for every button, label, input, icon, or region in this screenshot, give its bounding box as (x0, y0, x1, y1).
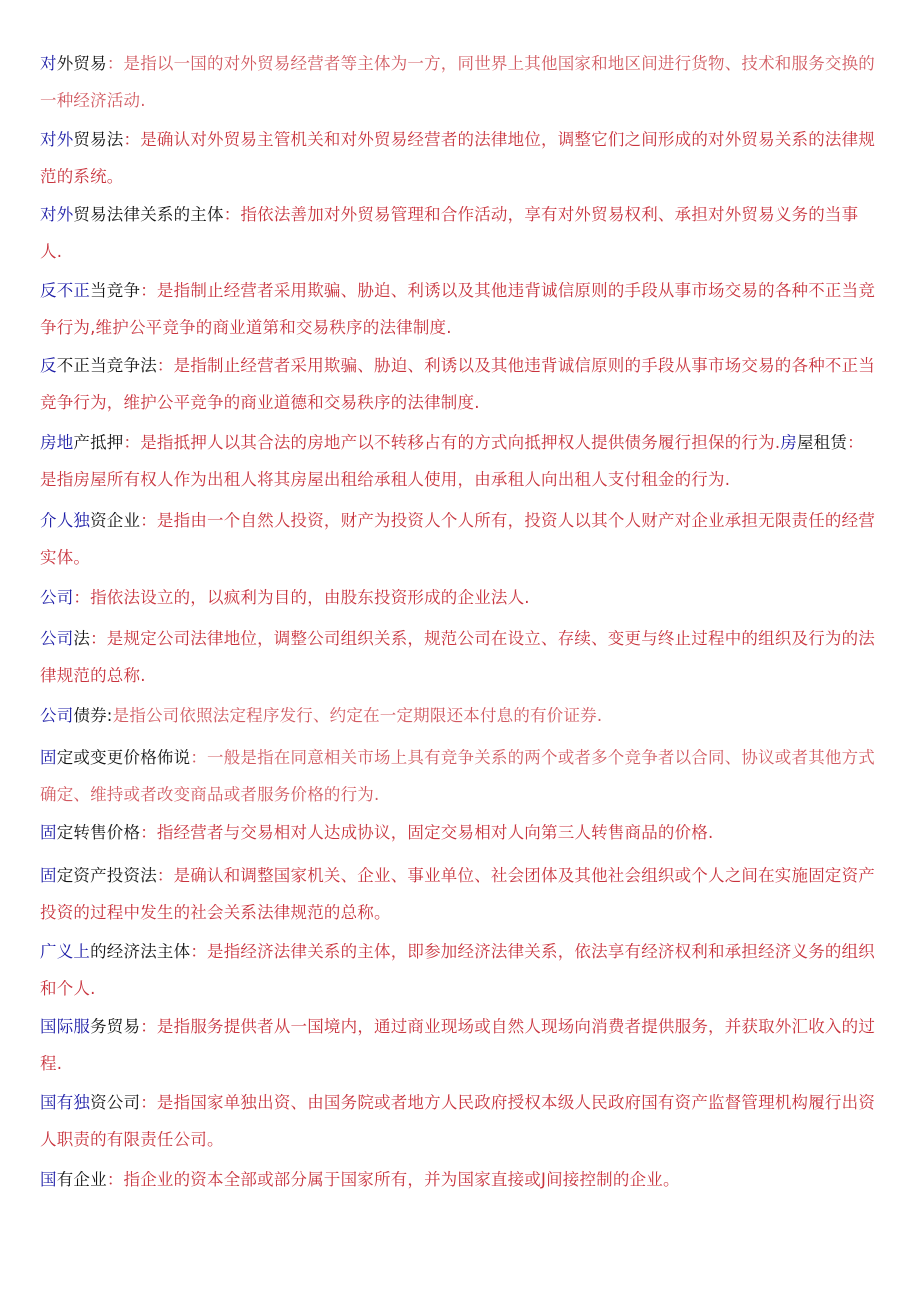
term-highlight: 反不正 (40, 281, 91, 300)
term-highlight: 对外 (40, 130, 74, 149)
definition: ：是指制止经营者采用欺骗、胁迫、利诱以及其他违背诚信原则的手段从事市场交易的各种不正当竞争行为,维护公平竞争的商业道第和交易秩序的法律制度. (40, 281, 876, 337)
entry-foreign-trade (40, 45, 876, 119)
term-highlight: 对外 (40, 205, 74, 224)
entry-foreign-trade-subject (40, 196, 876, 270)
term-highlight: 房地 (40, 433, 74, 452)
entry-price-fixing (40, 739, 876, 813)
term-rest: 务贸易 (90, 1017, 141, 1036)
term-highlight-2: 房 (780, 433, 797, 452)
entry-resale-price (40, 817, 876, 849)
term-highlight: 介人独 (40, 511, 91, 530)
definition: ：是指以一国的对外贸易经营者等主体为一方，同世界上其他国家和地区间进行货物、技术和服务交换的一种经济活动. (40, 54, 876, 110)
term-rest: 当竞争 (90, 281, 141, 300)
entry-unfair-competition-law (40, 347, 876, 421)
term-rest-2: 屋租赁 (796, 433, 848, 452)
term-rest: 外贸易 (56, 54, 107, 73)
term-rest: 定转售价格 (56, 823, 141, 842)
definition: ：是指服务提供者从一国境内，通过商业现场或自然人现场向消费者提供服务，并获取外汇收入的过程. (40, 1017, 876, 1073)
definition: ：指依法设立的，以疯利为目的，由股东投资形成的企业法人. (73, 588, 530, 607)
term-rest: 资公司 (90, 1093, 141, 1112)
entry-sole-proprietorship (40, 502, 876, 576)
entry-state-owned-enterprise (40, 1164, 876, 1196)
entry-company-law (40, 620, 876, 694)
entry-fixed-asset-investment-law (40, 857, 876, 931)
definition-2: ：是指房屋所有权人作为出租人将其房屋出租给承租人使用，由承租人向出租人支付租金的行为. (40, 433, 864, 489)
definition: ：是指抵押人以其合法的房地产以不转移占有的方式向抵押权人提供债务履行担保的行为. (123, 433, 781, 452)
term-highlight: 固 (40, 866, 57, 885)
entry-wholly-state-owned-company (40, 1084, 876, 1158)
definition: ：是确认和调整国家机关、企业、事业单位、社会团体及其他社会组织或个人之间在实施固定资产投资的过程中发生的社会关系法律规范的总称。 (40, 866, 876, 922)
definition: ：是指制止经营者采用欺骗、胁迫、利诱以及其他违背诚信原则的手段从事市场交易的各种不正当竞争行为，维护公平竞争的商业道德和交易秩序的法律制度. (40, 356, 876, 412)
term-rest: 债券: (73, 706, 113, 725)
term-highlight: 国 (40, 1170, 57, 1189)
term-rest: 贸易法律关系的主体 (73, 205, 224, 224)
term-rest: 定资产投资法 (56, 866, 157, 885)
entry-real-estate-mortgage (40, 424, 876, 498)
term-rest: 有企业 (56, 1170, 107, 1189)
definition: ：是规定公司法律地位，调整公司组织关系，规范公司在设立、存续、变更与终止过程中的组织及行为的法律规范的总称. (40, 629, 876, 685)
term-highlight: 固 (40, 748, 57, 767)
term-rest: 的经济法主体 (90, 942, 191, 961)
definition: ：是指国家单独出资、由国务院或者地方人民政府授权本级人民政府国有资产监督管理机构履行出资人职责的有限责任公司。 (40, 1093, 876, 1149)
term-highlight: 反 (40, 356, 57, 375)
term-highlight: 公司 (40, 706, 74, 725)
definition: ：指企业的资本全部或部分属于国家所有，并为国家直接或J间接控制的企业。 (106, 1170, 680, 1189)
term-highlight: 对 (40, 54, 57, 73)
entry-company (40, 582, 876, 614)
definition: ：一般是指在同意相关市场上具有竞争关系的两个或者多个竞争者以合同、协议或者其他方式确定、维持或者改变商品或者服务价格的行为. (40, 748, 876, 804)
term-rest: 不正当竞争法 (56, 356, 157, 375)
term-highlight: 国有独 (40, 1093, 91, 1112)
definition: ：是确认对外贸易主管机关和对外贸易经营者的法律地位，调整它们之间形成的对外贸易关系的法律规范的系统。 (40, 130, 876, 186)
entry-foreign-trade-law (40, 121, 876, 195)
term-rest: 贸易法 (73, 130, 124, 149)
term-highlight: 公司 (40, 629, 74, 648)
definition: ：指依法善加对外贸易管理和合作活动，享有对外贸易权利、承担对外贸易义务的当事人. (40, 205, 859, 261)
entry-corporate-bonds (40, 700, 876, 732)
term-highlight: 国际服 (40, 1017, 91, 1036)
definition: ：是指经济法律关系的主体，即参加经济法律关系，依法享有经济权利和承担经济义务的组织和个人. (40, 942, 876, 998)
term-highlight: 广义上 (40, 942, 91, 961)
term-rest: 定或变更价格佈说 (56, 748, 191, 767)
entry-international-service-trade (40, 1008, 876, 1082)
term-rest: 资企业 (90, 511, 141, 530)
term-rest: 产抵押 (73, 433, 124, 452)
definition: ：是指由一个自然人投资，财产为投资人个人所有，投资人以其个人财产对企业承担无限责任的经营实体。 (40, 511, 876, 567)
definition: 是指公司依照法定程序发行、约定在一定期限还本付息的有价证券. (112, 706, 603, 725)
definition: ：指经营者与交易相对人达成协议，固定交易相对人向第三人转售商品的价格. (140, 823, 714, 842)
term-rest: 法 (73, 629, 91, 648)
term-highlight: 公司 (40, 588, 74, 607)
entry-unfair-competition (40, 272, 876, 346)
term-highlight: 固 (40, 823, 57, 842)
entry-broad-economic-law-subject (40, 933, 876, 1007)
